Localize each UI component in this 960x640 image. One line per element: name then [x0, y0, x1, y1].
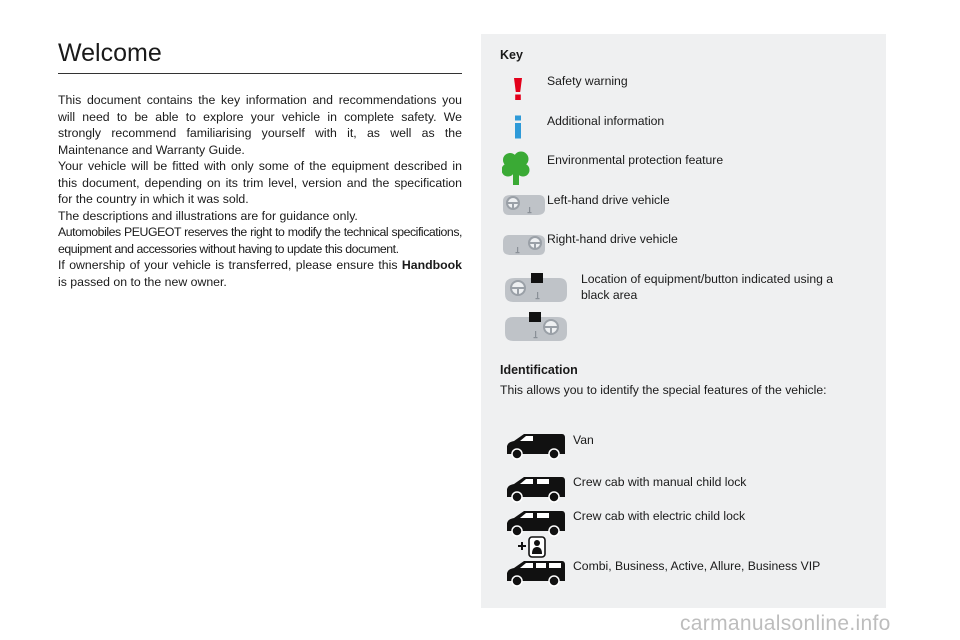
key-label-safety-warning: Safety warning	[547, 74, 628, 88]
equipment-location-rhd-icon	[503, 311, 569, 343]
key-label-additional-information: Additional information	[547, 114, 665, 128]
welcome-paragraph-4: Automobiles PEUGEOT reserves the right to modify the technical specifications, equipment and accessories without having to update this document.	[58, 225, 462, 256]
welcome-paragraph-5: If ownership of your vehicle is transferred, please ensure this Handbook is passed on to the new owner.	[58, 258, 462, 289]
handbook-term: Handbook	[401, 258, 462, 272]
key-heading: Key	[500, 48, 523, 62]
ident-label-crew-cab-electric: Crew cab with electric child lock	[573, 509, 746, 523]
key-label-right-hand-drive: Right-hand drive vehicle	[547, 232, 678, 246]
welcome-section	[58, 36, 462, 290]
ident-label-combi: Combi, Business, Active, Allure, Business VIP	[573, 559, 821, 573]
right-hand-drive-icon	[501, 233, 547, 257]
key-label-equipment-location: Location of equipment/button indicated using a black area	[581, 272, 834, 302]
combi-icon	[506, 559, 566, 587]
key-panel	[481, 34, 886, 608]
info-icon	[510, 115, 526, 139]
page-title: Welcome	[58, 39, 162, 67]
crew-cab-electric-icon	[506, 509, 566, 537]
welcome-paragraph-1: This document contains the key information and recommendations you will need to be able to explore your vehicle in complete safety. We strongly recommend familiarising yourself with it, as well as the Maintenance and Warranty Guide.	[58, 93, 462, 157]
title-divider	[58, 73, 462, 74]
watermark: carmanualsonline.info	[680, 612, 891, 635]
exclamation-icon	[510, 77, 526, 101]
ident-label-crew-cab-manual: Crew cab with manual child lock	[573, 475, 747, 489]
van-icon	[506, 432, 566, 460]
child-lock-plus-icon	[517, 535, 547, 559]
equipment-location-icon	[503, 272, 569, 304]
welcome-text	[58, 92, 462, 290]
identification-description: This allows you to identify the special features of the vehicle:	[500, 383, 827, 397]
identification-heading: Identification	[500, 363, 578, 377]
tree-icon	[502, 151, 530, 186]
key-label-left-hand-drive: Left-hand drive vehicle	[547, 193, 670, 207]
key-label-environmental: Environmental protection feature	[547, 153, 724, 167]
ident-label-van: Van	[573, 433, 594, 447]
crew-cab-icon	[506, 475, 566, 503]
left-hand-drive-icon	[501, 193, 547, 217]
welcome-paragraph-2: Your vehicle will be fitted with only some of the equipment described in this document, depending on its trim level, version and the specification for the country in which it was sold.	[58, 159, 462, 206]
welcome-paragraph-3: The descriptions and illustrations are for guidance only.	[58, 208, 358, 223]
